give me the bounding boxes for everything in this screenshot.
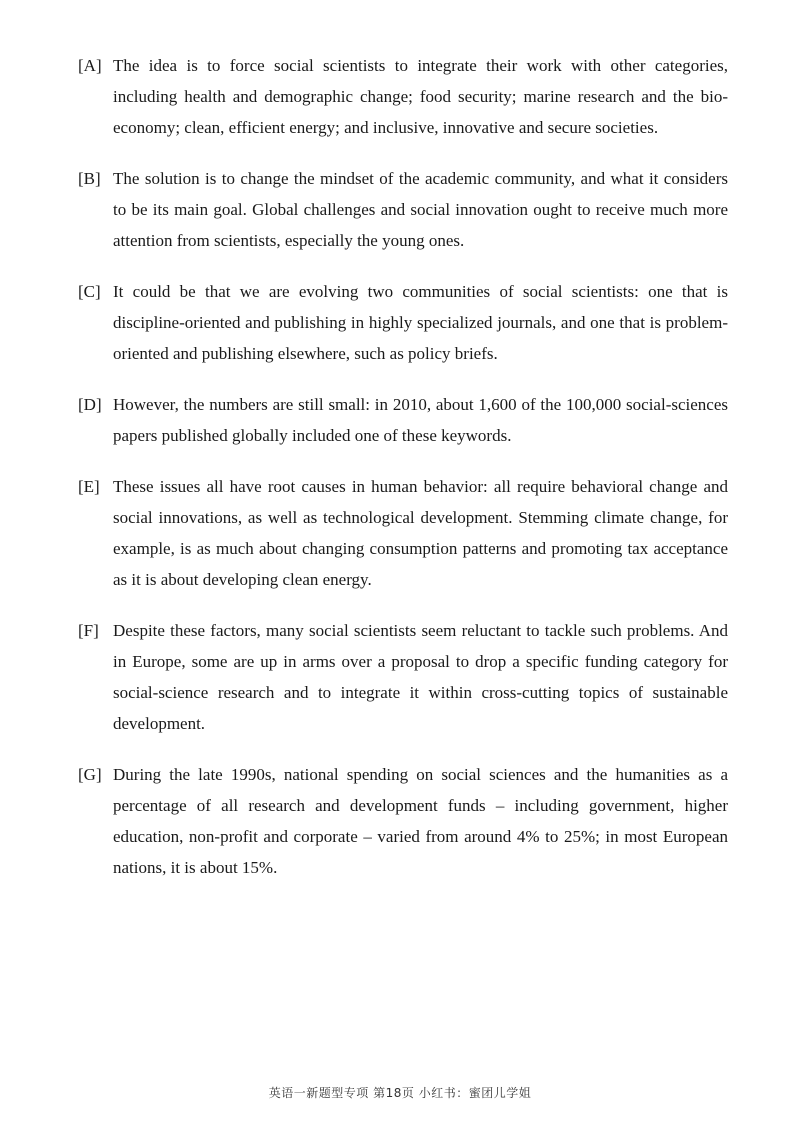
option-g (78, 759, 728, 883)
option-letter: [F] (78, 621, 99, 640)
option-text: During the late 1990s, national spending on social sciences and the humanities as a percentage of all research and development funds – including government, higher education, non-profit and corporate – varied from around 4% to 25%; in most European nations, it is about 15%. (113, 765, 728, 877)
option-letter: [E] (78, 477, 100, 496)
option-b (78, 163, 728, 256)
option-letter: [A] (78, 56, 102, 75)
option-letter: [B] (78, 169, 101, 188)
option-text: The idea is to force social scientists to integrate their work with other categories, including health and demographic change; food security; marine research and the bio-economy; clean, efficient energy; and inclusive, innovative and secure societies. (113, 56, 728, 137)
option-a (78, 50, 728, 143)
page-footer: 英语一新题型专项 第18页 小红书：蜜团儿学姐 (268, 1086, 532, 1100)
option-d (78, 389, 728, 451)
option-text: The solution is to change the mindset of the academic community, and what it considers to be its main goal. Global challenges and social innovation ought to receive much more attention from scientists, especially the young ones. (113, 169, 728, 250)
option-text: These issues all have root causes in human behavior: all require behavioral change and social innovations, as well as technological development. Stemming climate change, for example, is as much about changing consumption patterns and promoting tax acceptance as it is about developing clean energy. (113, 477, 728, 589)
option-f (78, 615, 728, 739)
option-letter: [G] (78, 765, 102, 784)
option-e (78, 471, 728, 595)
option-text: Despite these factors, many social scientists seem reluctant to tackle such problems. And in Europe, some are up in arms over a proposal to drop a specific funding category for social-science research and to integrate it within cross-cutting topics of sustainable development. (113, 621, 728, 733)
option-letter: [D] (78, 395, 102, 414)
option-c (78, 276, 728, 369)
option-letter: [C] (78, 282, 101, 301)
option-text: However, the numbers are still small: in 2010, about 1,600 of the 100,000 social-sciences papers published globally included one of these keywords. (113, 395, 728, 445)
option-text: It could be that we are evolving two communities of social scientists: one that is discipline-oriented and publishing in highly specialized journals, and one that is problem-oriented and publishing elsewhere, such as policy briefs. (113, 282, 728, 363)
option-list (78, 50, 728, 903)
